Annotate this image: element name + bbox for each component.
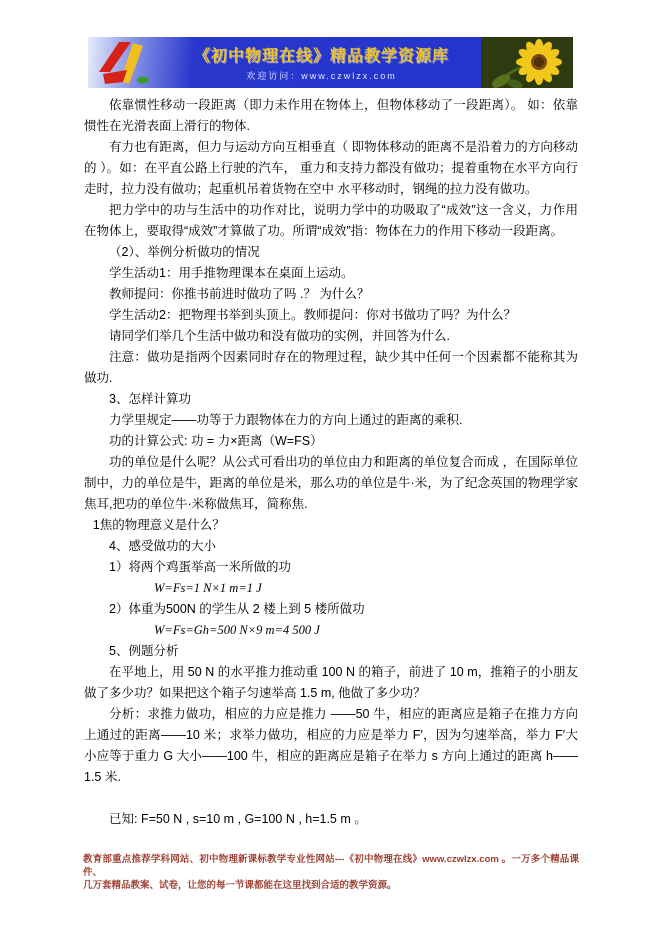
paragraph: 1）将两个鸡蛋举高一米所做的功 bbox=[109, 560, 291, 574]
paragraph: 功的单位是什么呢？从公式可看出功的单位由力和距离的单位复合而成 ，在国际单位制中，力的单位是牛，距离的单位是米，那么功的单位是牛·米，为了纪念英国的物理学家焦耳,把功的单位牛·米称做焦耳，简称焦. bbox=[84, 455, 578, 511]
brand-logo-icon bbox=[88, 37, 162, 88]
paragraph: 已知: F=50 N , s=10 m , G=100 N , h=1.5 m 。 bbox=[109, 812, 367, 826]
paragraph: 力学里规定——功等于力跟物体在力的方向上通过的距离的乘积. bbox=[109, 413, 463, 427]
section-heading-examples: （2）、举例分析做功的情况 bbox=[109, 245, 260, 259]
paragraph: 2）体重为500N 的学生从 2 楼上到 5 楼所做功 bbox=[109, 602, 365, 616]
paragraph: 学生活动1：用手推物理课本在桌面上运动。 bbox=[109, 266, 354, 280]
paragraph: 依靠惯性移动一段距离（即力未作用在物体上，但物体移动了一段距离）。 如：依靠惯性在光滑表面上滑行的物体. bbox=[84, 98, 578, 133]
paragraph: 有力也有距离，但力与运动方向互相垂直（ 即物体移动的距离不是沿着力的方向移动的 ）。如：在平直公路上行驶的汽车， 重力和支持力都没有做功；提着重物在水平方向行走时，拉力没有做功；起重机吊着货物在空中 水平移动时，钢绳的拉力没有做功。 bbox=[84, 140, 578, 196]
paragraph: 注意：做功是指两个因素同时存在的物理过程，缺少其中任何一个因素都不能称其为做功. bbox=[84, 350, 578, 385]
paragraph: 学生活动2：把物理书举到头顶上。教师提问：你对书做功了吗？为什么？ bbox=[109, 308, 516, 322]
section-heading-example-analysis: 5、例题分析 bbox=[109, 644, 179, 658]
footer-line: 教育部重点推荐学科网站、初中物理新课标教学专业性网站---《初中物理在线》www.czwlzx.com 。一万多个精品课件、 bbox=[83, 854, 579, 878]
document-body bbox=[84, 95, 578, 830]
section-heading-calculate-work: 3、怎样计算功 bbox=[109, 392, 191, 406]
site-banner bbox=[88, 37, 573, 88]
footer-line: 几万套精品教案、试卷，让您的每一节课都能在这里找到合适的教学资源。 bbox=[83, 880, 397, 891]
formula-line: W=Fs=Gh=500 N×9 m=4 500 J bbox=[154, 623, 320, 637]
paragraph: 功的计算公式: 功 = 力×距离（W=FS） bbox=[109, 434, 323, 448]
paragraph: 教师提问：你推书前进时做功了吗 .？ 为什么？ bbox=[109, 287, 370, 301]
section-heading-feel-work: 4、感受做功的大小 bbox=[109, 539, 216, 553]
paragraph: 1焦的物理意义是什么？ bbox=[92, 518, 225, 532]
sunflower-photo-icon bbox=[481, 37, 573, 88]
banner-subtitle: 欢迎访问：www.czwlzx.com bbox=[246, 71, 397, 81]
paragraph: 请同学们举几个生活中做功和没有做功的实例，并回答为什么. bbox=[109, 329, 450, 343]
banner-text-block bbox=[162, 43, 481, 82]
formula-line: W=Fs=1 N×1 m=1 J bbox=[154, 581, 262, 595]
banner-title: 《初中物理在线》精品教学资源库 bbox=[193, 48, 449, 65]
paragraph: 把力学中的功与生活中的功作对比，说明力学中的功吸取了“成效”这一含义，力作用在物体上，要取得“成效”才算做了功。所谓“成效”指：物体在力的作用下移动一段距离。 bbox=[84, 203, 578, 238]
paragraph: 分析：求推力做功，相应的力应是推力 ——50 牛，相应的距离应是箱子在推力方向上通过的距离——10 米；求举力做功，相应的力应是举力 F′，因为匀速举高，举力 F′大小应等于重力 G 大小——100 牛，相应的距离应是箱子在举力 s 方向上通过的距离 h——1.5 米. bbox=[84, 707, 578, 784]
page-footer bbox=[83, 853, 579, 892]
paragraph: 在平地上，用 50 N 的水平推力推动重 100 N 的箱子，前进了 10 m，推箱子的小朋友做了多少功？如果把这个箱子匀速举高 1.5 m, 他做了多少功？ bbox=[84, 665, 578, 700]
